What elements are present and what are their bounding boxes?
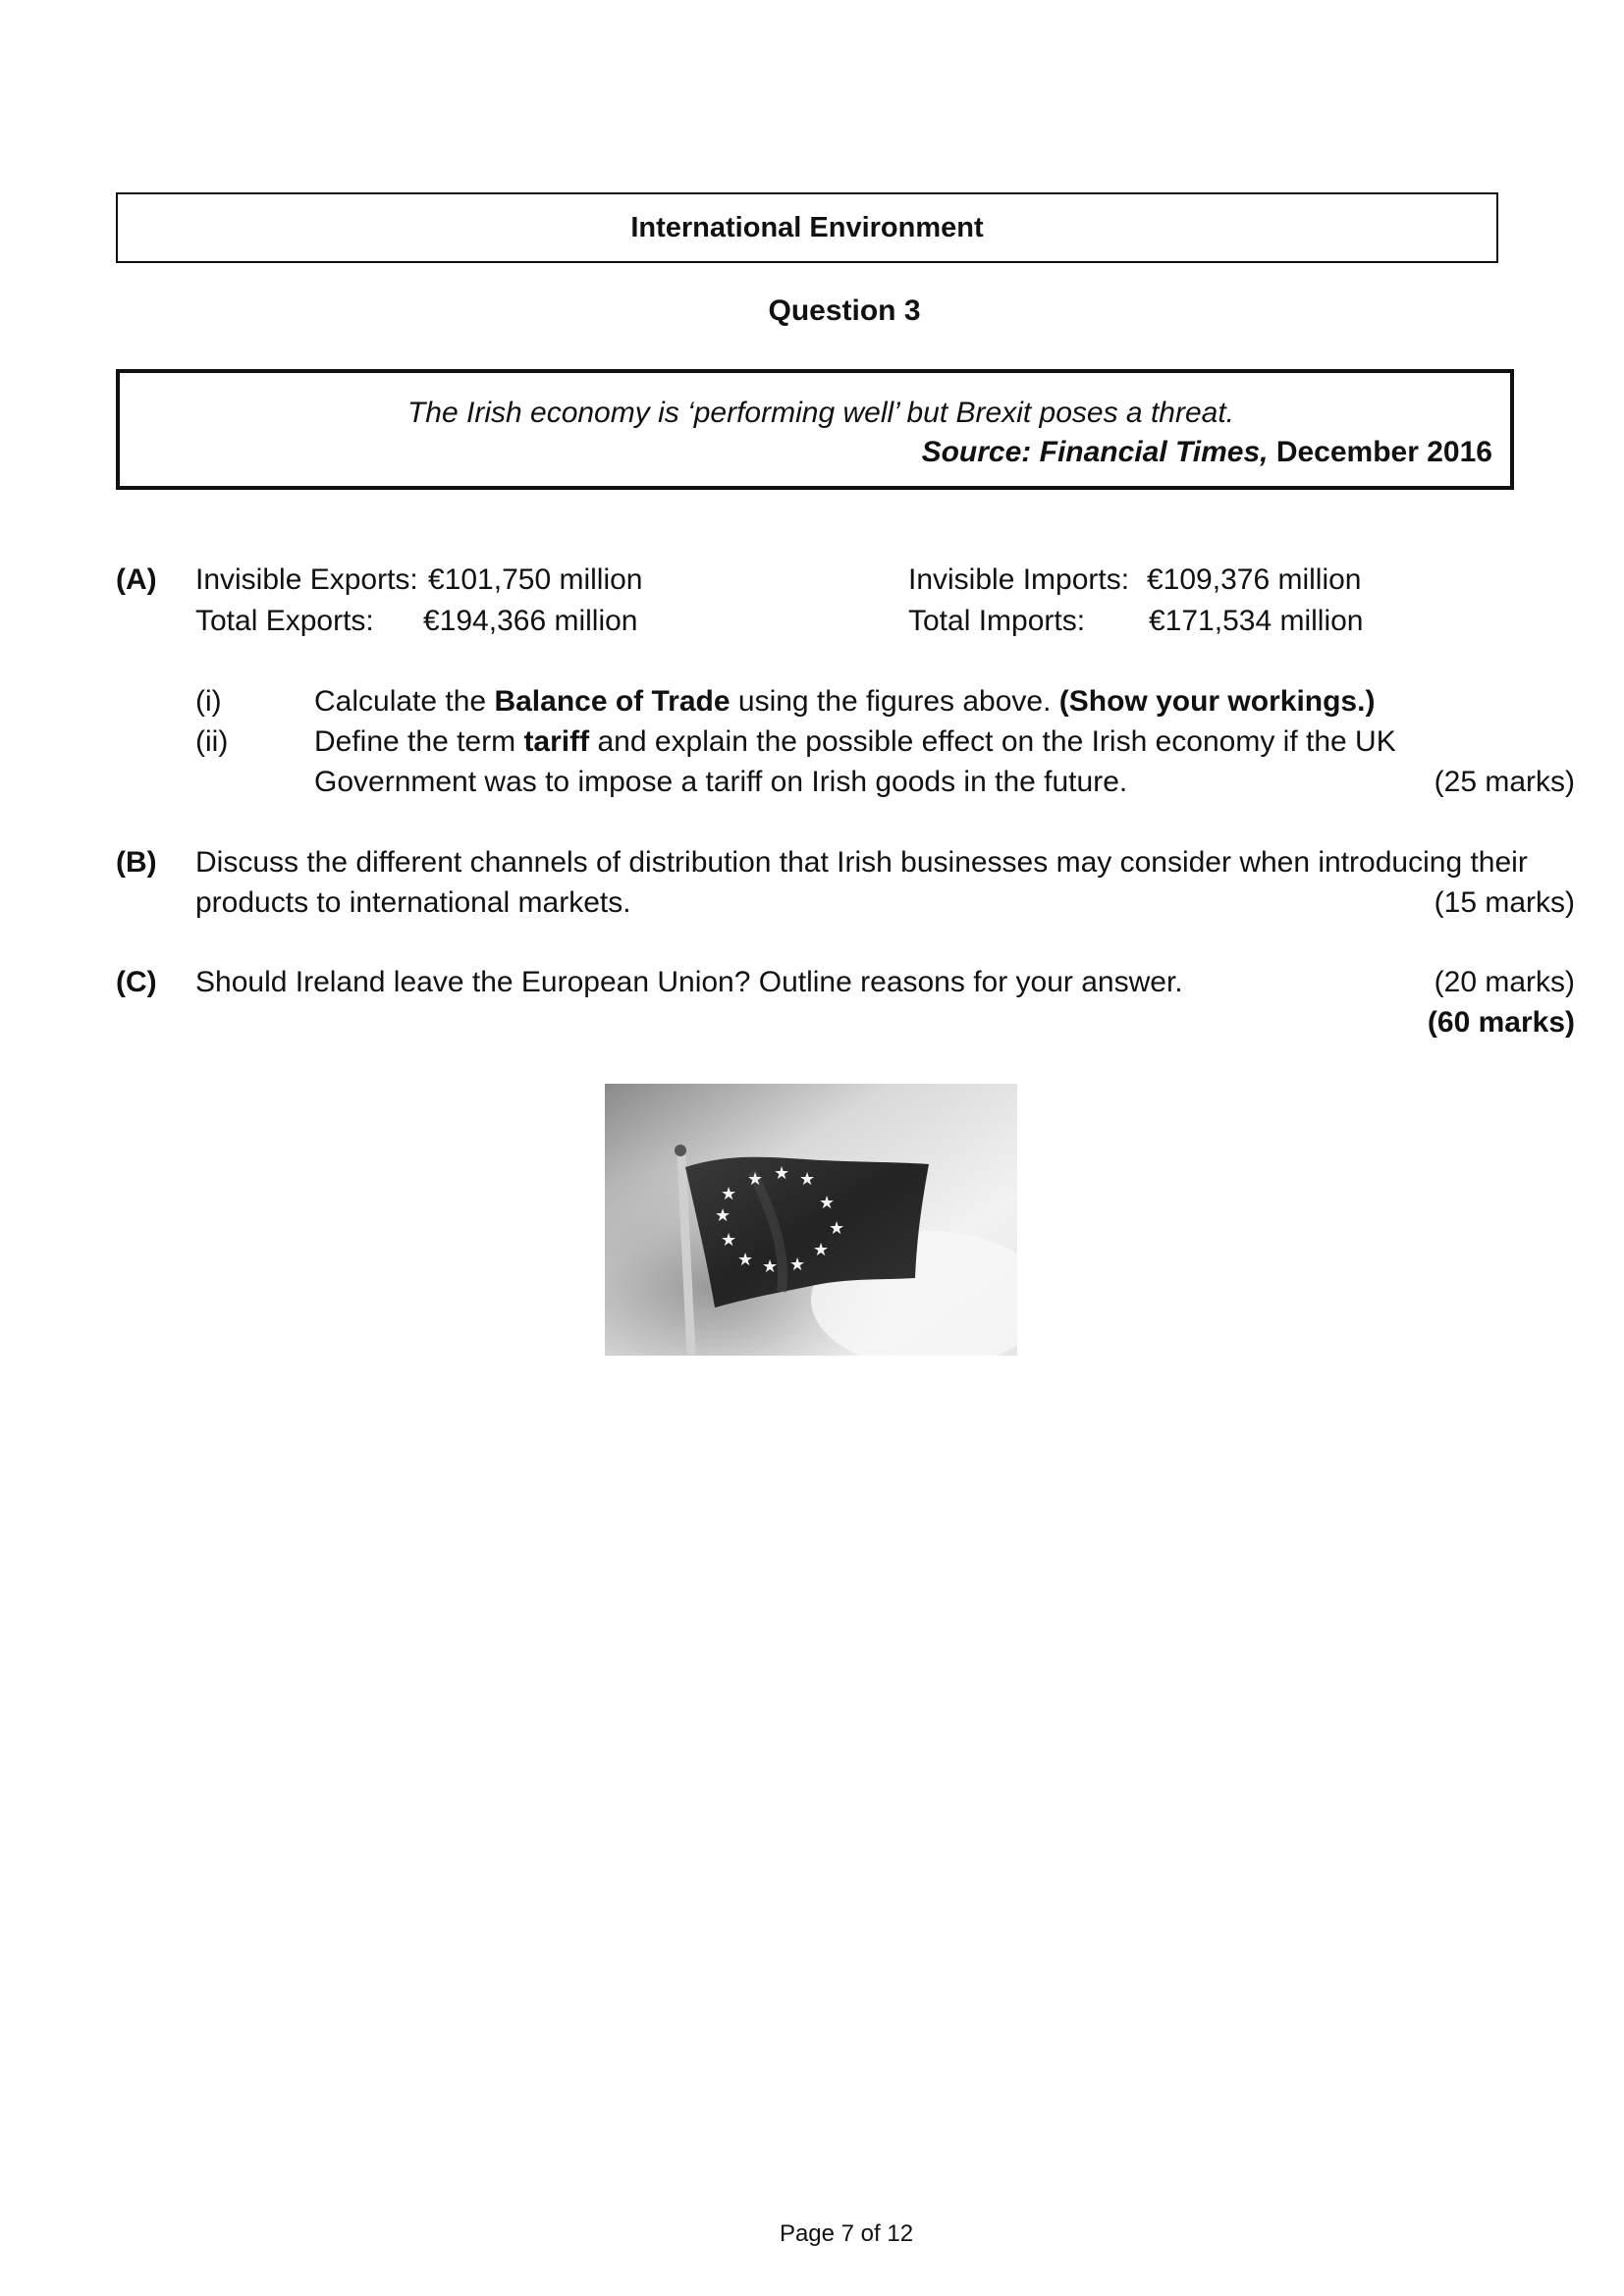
part-b-label: (B): [116, 846, 157, 879]
part-c-label: (C): [116, 966, 157, 998]
tariff-term: tariff: [523, 725, 590, 758]
part-b-text-line-1: Discuss the different channels of distribution that Irish businesses may consider when introducing their: [195, 846, 1528, 879]
quote-source-date: December 2016: [1268, 436, 1492, 468]
star-icon: ★: [789, 1255, 806, 1275]
sub-ii-text-line-2: Government was to impose a tariff on Irish goods in the future.: [314, 766, 1128, 798]
eu-flag-photo: [605, 1084, 1017, 1356]
total-imports-label: Total Imports:: [908, 605, 1086, 637]
question-title: Question 3: [768, 294, 921, 327]
sub-ii-label: (ii): [195, 725, 229, 758]
star-icon: ★: [737, 1250, 754, 1270]
star-icon: ★: [747, 1169, 764, 1190]
section-title: International Environment: [630, 211, 984, 243]
quote-source-publication: Source: Financial Times,: [921, 436, 1269, 468]
star-icon: ★: [762, 1256, 779, 1277]
star-icon: ★: [799, 1169, 816, 1190]
invisible-imports-label: Invisible Imports:: [908, 563, 1130, 596]
total-imports-value: €171,534 million: [1149, 605, 1364, 637]
total-exports-label: Total Exports:: [195, 605, 374, 637]
star-icon: ★: [819, 1193, 836, 1213]
quote-text: The Irish economy is ‘performing well’ but Brexit poses a threat.: [406, 397, 1235, 429]
star-icon: ★: [813, 1240, 830, 1260]
part-a-label: (A): [116, 563, 157, 596]
star-icon: ★: [721, 1230, 737, 1251]
star-icon: ★: [774, 1163, 790, 1184]
star-icon: ★: [721, 1184, 737, 1204]
page-number: Page 7 of 12: [779, 2220, 914, 2247]
star-icon: ★: [829, 1218, 845, 1239]
pole-finial: [675, 1145, 686, 1156]
invisible-imports-value: €109,376 million: [1147, 563, 1362, 596]
invisible-exports-value: €101,750 million: [428, 563, 643, 596]
sub-i-label: (i): [195, 685, 222, 718]
part-b-marks: (15 marks): [1434, 886, 1575, 919]
star-icon: ★: [715, 1205, 731, 1226]
part-c-text: Should Ireland leave the European Union? Outline reasons for your answer.: [195, 966, 1183, 998]
balance-of-trade-term: Balance of Trade: [494, 685, 731, 718]
total-marks: (60 marks): [1427, 1006, 1575, 1039]
show-workings-instruction: (Show your workings.): [1058, 685, 1376, 718]
part-b-text-line-2: products to international markets.: [195, 886, 631, 919]
total-exports-value: €194,366 million: [423, 605, 638, 637]
quote-source: [922, 436, 1492, 469]
part-a-marks: (25 marks): [1434, 766, 1575, 798]
part-c-marks: (20 marks): [1434, 966, 1575, 998]
invisible-exports-label: Invisible Exports:: [195, 563, 418, 596]
sub-ii-text: Define the term tariff and explain the possible effect on the Irish economy if the UK: [314, 725, 1396, 758]
sub-i-text: Calculate the Balance of Trade using the figures above. (Show your workings.): [314, 685, 1376, 718]
section-title-box: [116, 192, 1498, 263]
